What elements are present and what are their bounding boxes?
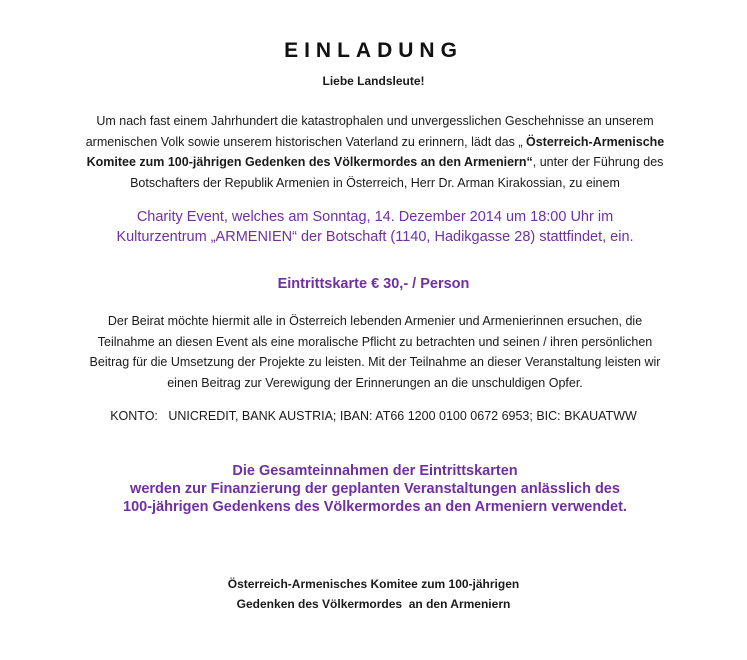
signature-line-1: Österreich-Armenisches Komitee zum 100-jährigen	[227, 577, 520, 591]
proceeds-line-2: werden zur Finanzierung der geplanten Veranstaltungen anlässlich des	[130, 481, 620, 497]
intro-line-3-text: , unter der Führung des	[532, 155, 664, 169]
beirat-line-1: Der Beirat möchte hiermit alle in Österreich lebenden Armenier und Armenierinnen ersuchen, die	[107, 314, 643, 328]
intro-line-3	[80, 152, 670, 173]
intro-line-1: Um nach fast einem Jahrhundert die katastrophalen und unvergesslichen Geschehnisse an unserem	[96, 114, 654, 128]
bank-account-info: KONTO: UNICREDIT, BANK AUSTRIA; IBAN: AT66 1200 0100 0672 6953; BIC: BKAUATWW	[110, 409, 637, 423]
greeting: Liebe Landsleute!	[322, 74, 425, 88]
proceeds-line-1: Die Gesamteinnahmen der Eintrittskarten	[232, 463, 518, 479]
ticket-price: Eintrittskarte € 30,- / Person	[277, 276, 470, 292]
beirat-line-2: Teilnahme an diesen Event als eine moralische Pflicht zu betrachten und seinen / ihren persönlichen	[97, 334, 653, 349]
intro-line-4: Botschafters der Republik Armenien in Österreich, Herr Dr. Arman Kirakossian, zu einem	[130, 175, 620, 190]
event-details	[60, 207, 690, 247]
event-line-1: Charity Event, welches am Sonntag, 14. Dezember 2014 um 18:00 Uhr im	[136, 209, 614, 225]
intro-line-2-text: armenischen Volk sowie unserem historischen Vaterland zu erinnern, lädt das „	[85, 134, 526, 149]
committee-name-part-1: Österreich-Armenische	[526, 134, 665, 149]
beirat-line-3: Beitrag für die Umsetzung der Projekte zu leisten. Mit der Teilnahme an dieser Veranstaltung leisten wir	[89, 355, 661, 369]
event-line-2: Kulturzentrum „ARMENIEN“ der Botschaft (1140, Hadikgasse 28) stattfindet, ein.	[116, 229, 634, 245]
intro-paragraph	[80, 111, 670, 193]
beirat-line-4: einen Beitrag zur Verewigung der Erinnerungen an die unschuldigen Opfer.	[167, 375, 583, 390]
signature-block	[0, 574, 747, 614]
document-title: EINLADUNG	[284, 39, 463, 62]
committee-name-part-2: Komitee zum 100-jährigen Gedenken des Völkermordes an den Armeniern“	[86, 155, 533, 169]
signature-line-2: Gedenken des Völkermordes an den Armeniern	[236, 597, 511, 611]
proceeds-line-3: 100-jährigen Gedenkens des Völkermordes an den Armeniern verwendet.	[123, 499, 627, 515]
advisory-board-paragraph	[75, 311, 675, 393]
proceeds-statement	[40, 462, 710, 516]
intro-line-2	[80, 132, 670, 153]
